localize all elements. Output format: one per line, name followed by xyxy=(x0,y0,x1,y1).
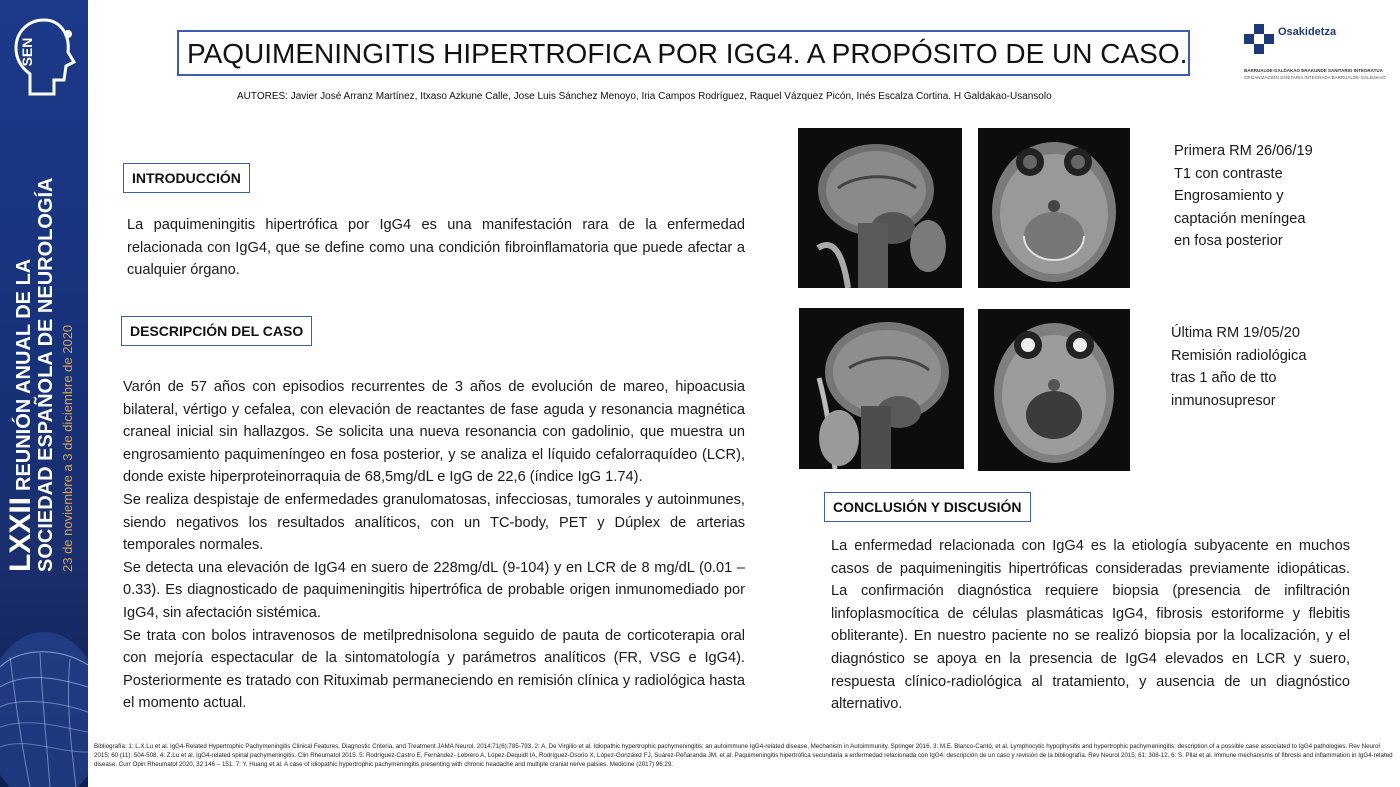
mri-axial-last xyxy=(978,309,1130,471)
mri-initial-line3: Engrosamiento y xyxy=(1174,188,1284,205)
mri-initial-line1: Primera RM 26/06/19 xyxy=(1174,143,1313,159)
intro-heading: INTRODUCCIÓN xyxy=(123,163,250,193)
mri-initial-line5: en fosa posterior xyxy=(1174,233,1283,250)
intro-text xyxy=(127,214,745,282)
conference-sidebar xyxy=(0,0,88,787)
mri-last-caption xyxy=(1171,322,1347,412)
mri-last-line1: Última RM 19/05/20 xyxy=(1171,325,1300,341)
sen-logo-text: SEN xyxy=(19,37,35,67)
conference-line2: SOCIEDAD ESPAÑOLA DE NEUROLOGÍA xyxy=(35,177,57,572)
mri-sagittal-last xyxy=(799,308,964,469)
brain-illustration-icon xyxy=(0,587,88,787)
mri-initial-line2: T1 con contraste xyxy=(1174,165,1283,182)
conclusion-heading: CONCLUSIÓN Y DISCUSIÓN xyxy=(824,492,1031,522)
case-paragraph-1: Varón de 57 años con episodios recurrentes de 3 años de evolución de mareo, hipoacusia bilateral, vértigo y cefalea, con elevación de reactantes de fase aguda y resonancia magnética craneal inicial sin hallazgos. Se solicita una nueva resonancia con gadolinio, que muestra un engrosamiento paquimeníngeo en fosa posterior, y se analiza el líquido cefalorraquídeo (LCR), donde existe hiperproteinorraquia de 68,5mg/dL e IgG de 22,6 (índice IgG 1.74). xyxy=(123,379,745,486)
case-paragraph-2: Se realiza despistaje de enfermedades granulomatosas, infecciosas, tumorales y autoinmunes, siendo negativos los resultados analíticos, con un TC-body, PET y Dúplex de arterias temporales normales. xyxy=(123,491,745,554)
edition-number: LXXII xyxy=(4,496,37,572)
authors-line: AUTORES: Javier José Arranz Martínez, Itxaso Azkune Calle, Jose Luis Sánchez Menoyo, Iria Campos Rodríguez, Raquel Vázquez Picón, Inés Escalza Cortina. H Galdakao-Usansolo xyxy=(237,91,1052,102)
mri-last-line3: tras 1 año de tto xyxy=(1171,370,1277,387)
conference-dates: 23 de noviembre a 3 de diciembre de 2020 xyxy=(60,324,75,572)
logo-subtitle-spanish: ORGANIZACIÓN SANITARIA INTEGRADA BARRUALDE-GALDAKAO xyxy=(1244,75,1386,80)
mri-initial-line4: captación meníngea xyxy=(1174,210,1306,227)
bibliography: Bibliografía: 1: L.X.Lu et al. IgG4-Related Hypertrophic Pachymeningitis Clinical Features, Diagnostic Criteria, and Treatment JAMA Neurol. 2014;71(6):785-793. 2: A. De Virgilio et al. Idiopathic hypertrophic pachymeningitis: an autoimmune IgG4-related disease, Mechanism in Autoimmunity. Springer 2016. 3: M.E. Blanco-Cantó, et al. Lymphocytic hypophysitis and hypertrophic pachymeningitis: description of a possible case associated to IgG4 pathologies. Rev Neurol 2015; 60 (11): 504-508. 4: Z.Lu et al. IgG4-related spinal pachymeningitis. Clin Rheumatol 2015. 5: Rodríguez-Castro E, Fernández- Lebrero A, López-Dequidt IA, Rodríguez-Osorio X, López-González FJ, Suárez-Peñaranda JM, et al. Paquimeningitis hipertrófica secundaria a enfermedad relacionada con IgG4: descripción de un caso y revisión de la bibliografía. Rev Neurol 2015; 61: 308-12. 6: S. Pllai et al. Immune mechanisms of fibrosis and inflammation in IgG4-related disease. Curr Opin Rheumatol 2020, 32:146 – 151. 7: Y. Huang et al. A case of idiopathic hypertrophic pachymeningitis presenting with chronic headache and multiple cranial nerve palsies. Medicine (2017) 96:29. xyxy=(94,743,1393,768)
conclusion-paragraph: La enfermedad relacionada con IgG4 es la etiología subyacente en muchos casos de paquimeningitis hipertróficas consideradas previamente idiopáticas. La confirmación diagnóstica requiere biopsia (presencia de infiltración linfoplasmocítica de células plasmáticas IgG4, fibrosis estoriforme y flebitis obliterante). En nuestro paciente no se realizó biopsia por la localización, y el diagnóstico se apoya en la presencia de IgG4 elevados en LCR y suero, respuesta clínico-radiológica al tratamiento, y ausencia de un diagnóstico alternativo. xyxy=(831,538,1350,713)
conference-line1: REUNIÓN ANUAL DE LA xyxy=(13,258,35,491)
mri-last-line2: Remisión radiológica xyxy=(1171,347,1307,364)
mri-sagittal-initial xyxy=(798,128,962,288)
logo-name: Osakidetza xyxy=(1278,26,1337,38)
case-paragraph-4: Se trata con bolos intravenosos de metilprednisolona seguido de pauta de corticoterapia oral con mejoría espectacular de la sintomatología y parámetros analíticos (FR, VSG e IgG4). Posteriormente es tratado con Rituximab permaneciendo en remisión clínica y radiológica hasta el momento actual. xyxy=(123,627,745,712)
case-text xyxy=(123,376,745,715)
poster-title: PAQUIMENINGITIS HIPERTROFICA POR IGG4. A PROPÓSITO DE UN CASO. xyxy=(177,30,1190,76)
mri-axial-initial xyxy=(978,128,1130,288)
osakidetza-logo xyxy=(1244,24,1394,84)
logo-subtitle-basque: BARRUALDE-GALDAKAO ERAKUNDE SANITARIO INTEGRATUA xyxy=(1244,68,1383,73)
conclusion-text xyxy=(831,535,1350,716)
intro-paragraph: La paquimeningitis hipertrófica por IgG4 es una manifestación rara de la enfermedad relacionada con IgG4, que se define como una condición fibroinflamatoria que puede afectar a cualquier órgano. xyxy=(127,217,745,279)
mri-last-line4: inmunosupresor xyxy=(1171,392,1276,409)
case-paragraph-3: Se detecta una elevación de IgG4 en suero de 228mg/dL (9-104) y en LCR de 8 mg/dL (0.01 – 0.33). Es diagnosticado de paquimeningitis hipertrófica de probable origen inmunomediado por IgG4, sin afectación sistémica. xyxy=(123,559,745,621)
case-heading: DESCRIPCIÓN DEL CASO xyxy=(121,316,312,346)
conference-title xyxy=(4,177,86,572)
osakidetza-cross-icon xyxy=(1244,24,1274,58)
mri-initial-caption xyxy=(1174,140,1350,253)
